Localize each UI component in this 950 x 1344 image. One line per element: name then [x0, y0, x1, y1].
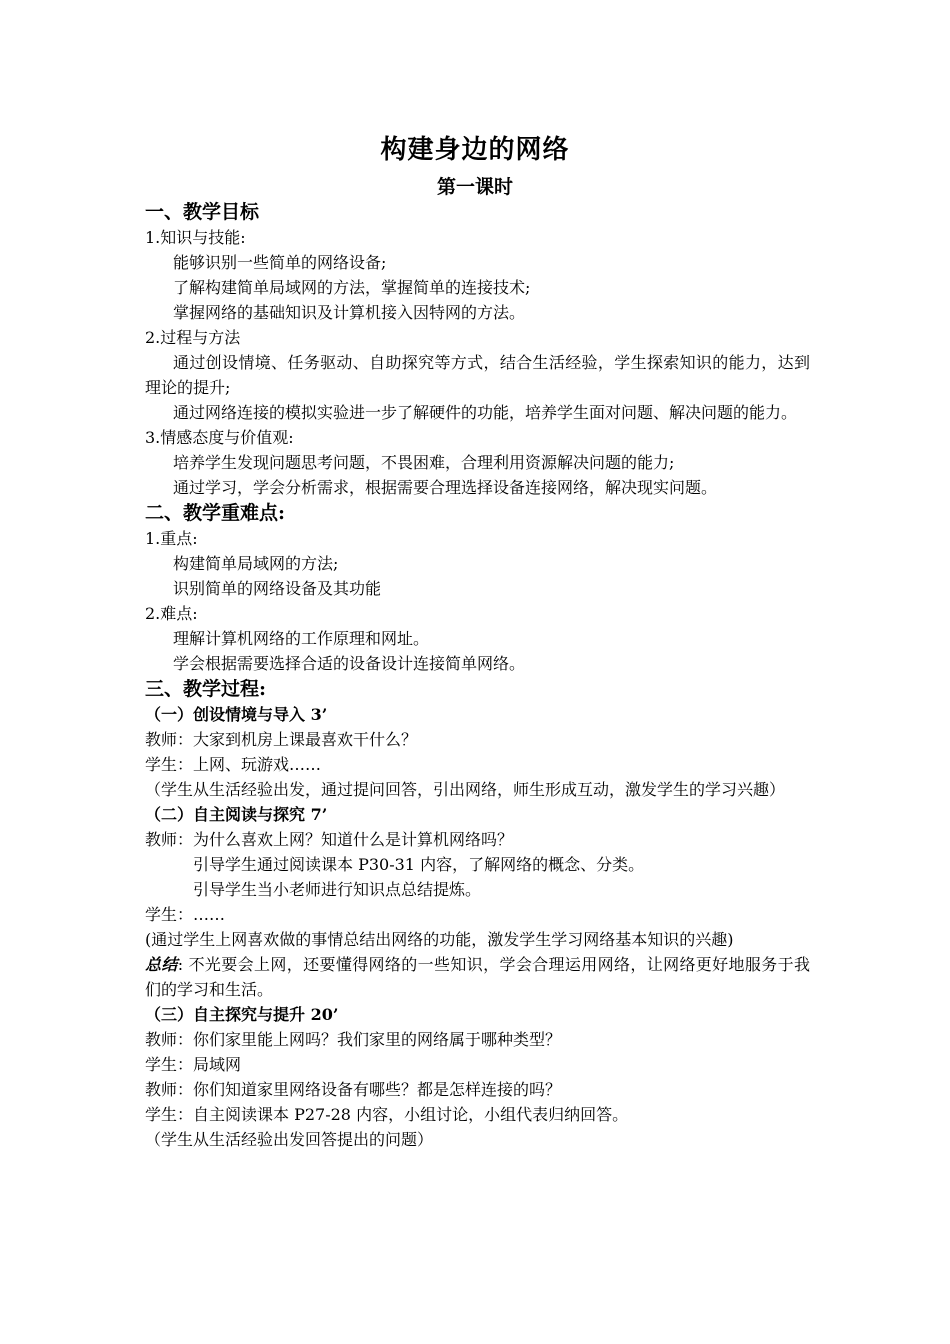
objective-process-item: 通过网络连接的模拟实验进一步了解硬件的功能，培养学生面对问题、解决问题的能力。	[173, 403, 798, 422]
note-paragraph: （学生从生活经验出发，通过提问回答，引出网络，师生形成互动，激发学生的学习兴趣）	[145, 780, 786, 799]
summary-paragraph	[145, 952, 810, 1002]
section-heading-process: 三、教学过程:	[145, 678, 267, 700]
process-part1-title: （一）创设情境与导入 3’	[145, 705, 328, 724]
objective-knowledge-title: 1.知识与技能:	[145, 228, 246, 247]
note-line: （学生从生活经验出发回答提出的问题）	[145, 1130, 434, 1149]
teacher-line: 教师：你们知道家里网络设备有哪些？都是怎样连接的吗？	[145, 1080, 562, 1099]
difficulty-title: 2.难点:	[145, 604, 198, 623]
document-title: 构建身边的网络	[380, 135, 570, 165]
guide-line: 引导学生通过阅读课本 P30-31 内容，了解网络的概念、分类。	[193, 855, 645, 874]
objective-attitude-title: 3.情感态度与价值观:	[145, 428, 294, 447]
summary-text: : 不光要会上网，还要懂得网络的一些知识，学会合理运用网络，让网络更好地服务于我们的学习和生活。	[145, 955, 810, 999]
teacher-line: 教师：你们家里能上网吗？我们家里的网络属于哪种类型？	[145, 1030, 562, 1049]
key-point-item: 识别简单的网络设备及其功能	[173, 579, 382, 598]
key-point-item: 构建简单局域网的方法;	[173, 554, 339, 573]
objective-attitude-item: 通过学习，学会分析需求，根据需要合理选择设备连接网络，解决现实问题。	[173, 478, 718, 497]
guide-line: 引导学生当小老师进行知识点总结提炼。	[193, 880, 482, 899]
summary-label: 总结	[145, 955, 178, 974]
document-subtitle: 第一课时	[436, 176, 513, 198]
key-points-title: 1.重点:	[145, 529, 198, 548]
teacher-line: 教师：大家到机房上课最喜欢干什么？	[145, 730, 418, 749]
note-paragraph: (通过学生上网喜欢做的事情总结出网络的功能，激发学生学习网络基本知识的兴趣)	[145, 930, 734, 949]
section-heading-objectives: 一、教学目标	[145, 201, 260, 223]
objective-process-title: 2.过程与方法	[145, 328, 241, 347]
objective-process-item: 通过创设情境、任务驱动、自助探究等方式，结合生活经验，学生探索知识的能力，达到理论的提升;	[145, 353, 810, 397]
objective-knowledge-item: 能够识别一些简单的网络设备;	[173, 253, 387, 272]
difficulty-item: 学会根据需要选择合适的设备设计连接简单网络。	[173, 654, 526, 673]
process-part2-title: （二）自主阅读与探究 7’	[145, 805, 328, 824]
teacher-line: 教师：为什么喜欢上网？知道什么是计算机网络吗？	[145, 830, 514, 849]
student-line: 学生：局域网	[145, 1055, 242, 1074]
objective-knowledge-item: 掌握网络的基础知识及计算机接入因特网的方法。	[173, 303, 526, 322]
difficulty-item: 理解计算机网络的工作原理和网址。	[173, 629, 430, 648]
student-line: 学生：……	[145, 905, 226, 924]
student-line: 学生：自主阅读课本 P27-28 内容，小组讨论，小组代表归纳回答。	[145, 1105, 629, 1124]
objective-knowledge-item: 了解构建简单局域网的方法，掌握简单的连接技术;	[173, 278, 531, 297]
student-line: 学生：上网、玩游戏……	[145, 755, 322, 774]
objective-attitude-item: 培养学生发现问题思考问题，不畏困难，合理利用资源解决问题的能力;	[173, 453, 675, 472]
document-body	[145, 199, 810, 1152]
process-part3-title: （三）自主探究与提升 20’	[145, 1005, 339, 1024]
section-heading-key-points: 二、教学重难点:	[145, 502, 286, 524]
